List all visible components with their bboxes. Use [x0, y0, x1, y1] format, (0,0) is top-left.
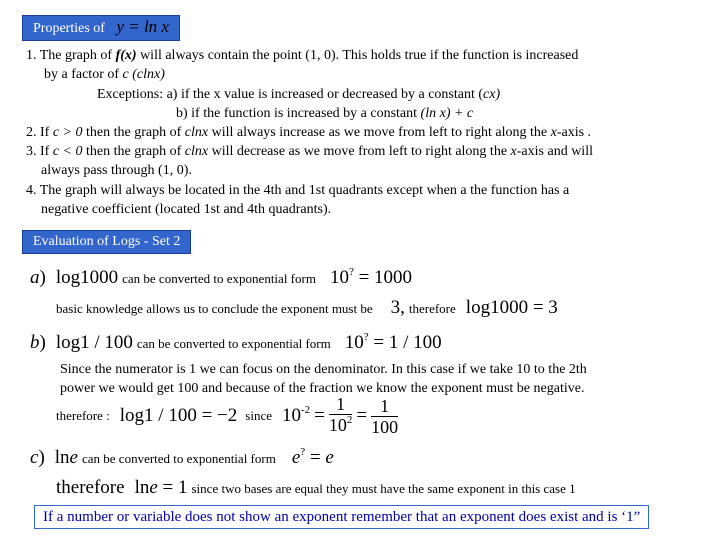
item-c-base: e — [291, 447, 301, 468]
p1-text-b: will always contain the point (1, 0). This holds true if the function is increased — [136, 48, 579, 63]
p1-text-a: 1. The graph of — [26, 48, 116, 63]
p3-clnx: clnx — [184, 144, 209, 159]
p2-a: 2. If — [26, 125, 53, 140]
item-b-eq: = — [314, 405, 325, 426]
properties-header-formula: y = ln x — [116, 17, 169, 36]
p3-a: 3. If — [26, 144, 53, 159]
item-b-since: since — [245, 408, 272, 423]
item-b-label: b — [30, 332, 40, 353]
item-b-explanation-2: power we would get 100 and because of the fraction we know the exponent must be negative. — [60, 381, 585, 396]
item-b-eq2: = — [356, 405, 368, 426]
item-c-eq: = — [305, 447, 326, 468]
item-b-fraction-2 — [371, 396, 398, 437]
item-c-exponential — [292, 447, 334, 468]
p3-x: x — [510, 144, 517, 159]
item-a-rhs: = 1000 — [353, 267, 413, 288]
p1-line2-text: by a factor of — [44, 67, 123, 82]
item-b-result-row — [56, 394, 398, 438]
p1-fx: f(x) — [115, 48, 137, 63]
item-c-e: e — [69, 447, 78, 468]
item-b-base: 10 — [344, 332, 364, 353]
item-a-exponential — [330, 267, 412, 288]
property-3-line-1 — [26, 143, 593, 161]
exponent-note: If a number or variable does not show an exponent remember that an exponent does exist and is ‘1” — [34, 505, 649, 529]
item-a-expr: log1000 — [55, 267, 119, 288]
item-b-frac2-den: 100 — [371, 416, 399, 437]
item-c-result-row — [56, 474, 576, 503]
item-b-paren: ) — [39, 332, 46, 353]
item-b-pow-base: 10 — [282, 405, 301, 426]
item-c-result-eq: = 1 — [157, 477, 188, 498]
item-b-pow-exp: -2 — [301, 404, 311, 416]
item-b-rhs: = 1 / 100 — [368, 332, 442, 353]
item-c-expr — [55, 447, 78, 468]
item-c-label: c — [30, 447, 39, 468]
p2-c: c > 0 — [52, 125, 83, 140]
item-c-rhs-e: e — [325, 447, 334, 468]
item-c-conv: can be converted to exponential form — [81, 451, 276, 466]
exception-b — [176, 105, 473, 123]
property-1-line-1 — [26, 47, 578, 65]
item-a-label: a — [30, 267, 40, 288]
properties-header — [22, 15, 180, 41]
item-a-conv: can be converted to exponential form — [122, 271, 316, 286]
exception-b-formula: (ln x) + c — [420, 106, 474, 121]
item-b-frac2-num: 1 — [371, 396, 398, 417]
item-a-row — [30, 264, 412, 294]
item-c-result-e: e — [149, 477, 158, 498]
item-b-q: ? — [363, 331, 369, 343]
item-b-expr: log1 / 100 — [55, 332, 133, 353]
property-4-line-1: 4. The graph will always be located in the 4th and 1st quadrants except when a the function has a — [26, 183, 570, 198]
p2-d: -axis . — [556, 125, 592, 140]
p2-b: then the graph of — [82, 125, 185, 140]
p2-x: x — [550, 125, 557, 140]
item-c-q: ? — [300, 446, 306, 458]
item-c-therefore: therefore — [56, 477, 125, 498]
item-c-row — [30, 444, 334, 474]
item-a-q: ? — [348, 266, 354, 278]
item-b-frac1-num: 1 — [329, 394, 353, 415]
item-b-fraction-1 — [329, 394, 353, 438]
item-c-paren: ) — [38, 447, 45, 468]
item-a-base: 10 — [329, 267, 349, 288]
p3-c: c < 0 — [52, 144, 83, 159]
item-b-conv: can be converted to exponential form — [136, 336, 331, 351]
item-c-result-ln: ln — [134, 477, 150, 498]
item-c-ln: ln — [54, 447, 70, 468]
item-a-therefore: therefore — [408, 301, 456, 316]
item-c-reason: since two bases are equal they must have the same exponent in this case 1 — [191, 481, 576, 496]
property-3-line-2: always pass through (1, 0). — [41, 163, 192, 178]
item-a-knowledge: basic knowledge allows us to conclude the exponent must be — [56, 301, 373, 316]
p3-d: -axis and will — [516, 144, 593, 159]
exception-a-text: Exceptions: a) if the x value is increased or decreased by a constant ( — [97, 87, 484, 102]
item-b-explanation-1: Since the numerator is 1 we can focus on the denominator. In this case if we take 10 to the 2th — [60, 362, 587, 377]
item-a-paren: ) — [39, 267, 46, 288]
item-b-row — [30, 329, 442, 359]
p2-c2: will always increase as we move from left to right along the — [208, 125, 551, 140]
properties-header-label: Properties of — [33, 21, 105, 36]
p1-line2-c: c (clnx) — [122, 67, 165, 82]
p3-b: then the graph of — [82, 144, 185, 159]
item-a-line2 — [56, 294, 558, 323]
item-a-result: log1000 = 3 — [465, 297, 558, 318]
property-1-line-2 — [44, 66, 165, 84]
item-a-three: 3, — [390, 297, 405, 318]
property-4-line-2: negative coefficient (located 1st and 4th quadrants). — [41, 202, 332, 217]
item-b-frac1-den-exp: 2 — [346, 414, 353, 426]
item-b-frac1-den — [329, 415, 353, 438]
item-c-result — [135, 477, 188, 498]
item-b-exponential — [345, 332, 442, 353]
exception-a — [97, 86, 500, 104]
evaluation-header: Evaluation of Logs - Set 2 — [22, 230, 191, 254]
item-b-frac1-den-base: 10 — [328, 415, 347, 435]
exception-b-text: b) if the function is increased by a constant — [176, 106, 421, 121]
property-2 — [26, 124, 591, 142]
item-b-therefore: therefore : — [56, 408, 110, 423]
p3-c2: will decrease as we move from left to right along the — [208, 144, 511, 159]
item-b-result: log1 / 100 = −2 — [119, 405, 238, 426]
exception-a-cx: cx) — [483, 87, 501, 102]
p2-clnx: clnx — [184, 125, 209, 140]
item-b-power — [282, 405, 310, 426]
